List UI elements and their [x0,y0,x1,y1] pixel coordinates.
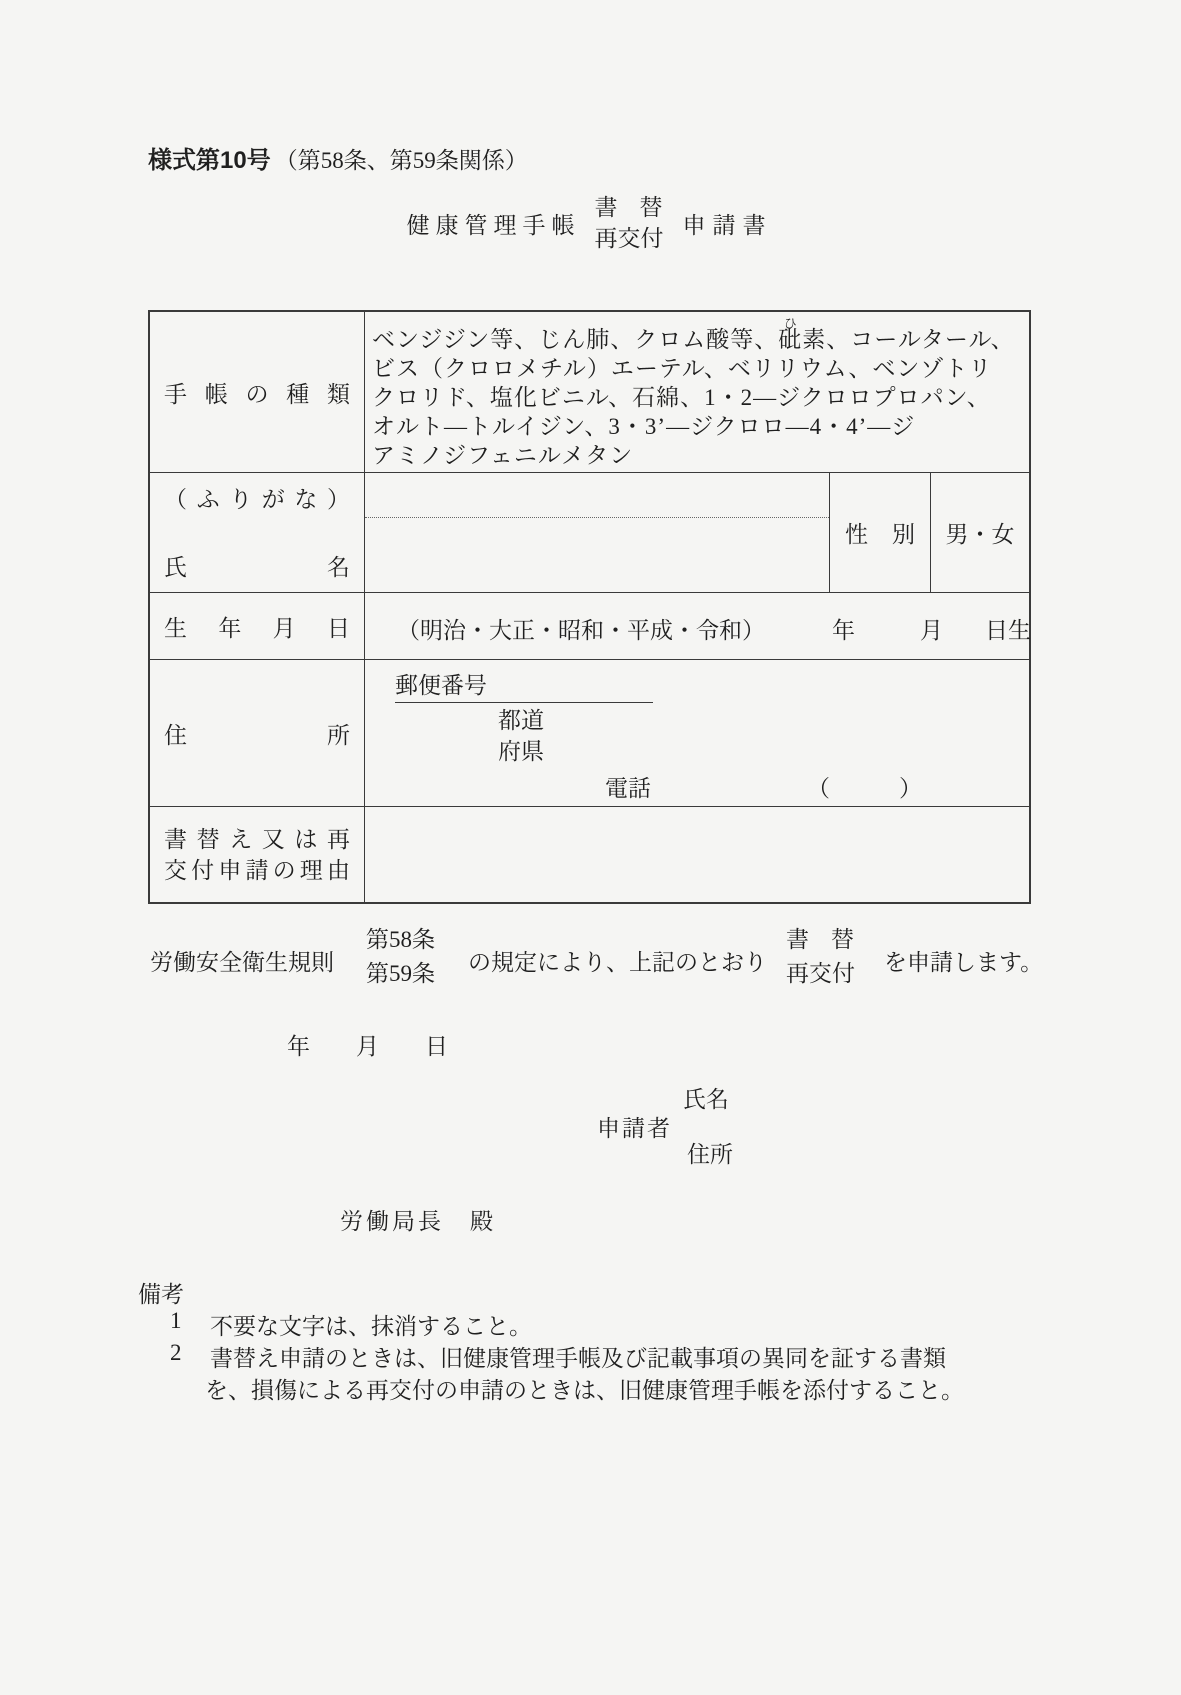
ruby-hi: ひ 砒 [778,325,802,354]
furigana-label: （ ふ り が な ） [164,487,350,512]
date-line [287,1028,448,1061]
applicant-name-label: 氏名 [683,1087,729,1112]
title-prefix: 健康管理手帳 [406,212,581,238]
note2-text-line2: を、損傷による再交付の申請のときは、旧健康管理手帳を添付すること。 [205,1378,964,1403]
declaration-option-rewrite: 書 替 [786,927,854,952]
phone-label: 電話 [605,776,651,801]
note2-number: 2 [170,1340,182,1365]
declaration-suffix: を申請します。 [884,950,1044,975]
techou-type-line4: オルト―トルイジン、3・3’―ジクロロ―4・4’―ジ [372,414,916,439]
prefecture-label: 都道 府県 [498,708,544,764]
era-options: （明治・大正・昭和・平成・令和） [397,618,765,643]
techou-type-label: 手 帳 の 種 類 [150,312,365,472]
form-number-note: （第58条、第59条関係） [274,148,528,173]
recipient-line [340,1203,493,1236]
reason-row [150,806,1029,902]
name-input-cell [365,473,829,592]
reason-label-cell: 書 替 え 又 は 再 交 付 申 請 の 理 由 [150,807,365,902]
postal-code-field [395,667,653,703]
techou-type-line5: アミノジフェニルメタン [372,443,634,468]
birth-year-label: 年 [832,618,855,643]
declaration-option-stack [786,923,854,991]
article-59: 第59条 [366,961,435,986]
name-blank-field [365,518,829,592]
birth-row [150,592,1029,659]
applicant-label: 申請者 [597,1116,672,1141]
birth-label-cell: 生 年 月 日 [150,593,365,659]
note1-text: 不要な文字は、抹消すること。 [210,1314,532,1339]
birth-day-label: 日生 [985,618,1031,643]
address-content [365,660,1029,806]
phone-paren-open: （ [807,776,830,801]
note2-text-line1: 書替え申請のときは、旧健康管理手帳及び記載事項の異同を証する書類 [210,1346,946,1371]
furigana-blank-field [365,473,829,518]
techou-type-content [365,312,1029,472]
techou-type-line3: クロリド、塩化ビニル、石綿、1・2―ジクロロプロパン、 [372,385,991,410]
name-label-cell [150,473,365,592]
recipient-title: 労働局長 [340,1209,444,1234]
title-option-rewrite: 書 替 [594,195,663,220]
sex-label-cell [829,473,930,592]
title-suffix: 申請書 [682,212,773,238]
article-stack [366,923,435,991]
address-row [150,659,1029,806]
sex-label: 性 別 [845,522,915,547]
form-title [148,192,1031,254]
form-number-line [148,140,528,175]
name-row [150,472,1029,592]
declaration-middle: の規定により、上記のとおり [468,950,767,975]
declaration-option-reissue: 再 交 付 [786,961,855,986]
techou-type-line2: ビス（クロロメチル）エーテル、ベリリウム、ベンゾトリ [372,356,993,381]
furigana-hi: ひ [783,316,797,331]
notes-heading: 備考 [138,1282,184,1307]
date-day-label: 日 [425,1034,448,1059]
sex-options-cell [930,473,1029,592]
phone-paren-close: ） [899,776,922,801]
techou-type-row [150,312,1029,472]
declaration-sentence [148,918,1068,996]
form-table [148,310,1031,904]
reason-blank-field [365,807,1029,902]
note1-number: 1 [170,1308,182,1333]
postal-code-label: 郵便番号 [395,673,487,698]
regulation-name: 労働安全衛生規則 [150,950,334,975]
title-option-reissue: 再 交 付 [594,226,664,251]
birth-content [365,593,1029,659]
date-year-label: 年 [287,1034,310,1059]
name-label: 氏 名 [164,555,350,580]
date-month-label: 月 [356,1034,379,1059]
form-number: 様式第10号 [148,147,271,174]
address-label-cell: 住 所 [150,660,365,806]
birth-month-label: 月 [920,618,943,643]
techou-type-line1: ベンジジン等、じん肺、クロム酸等、 ひ 砒素、コールタール、 [372,325,1021,354]
article-58: 第58条 [366,927,435,952]
sex-options: 男・女 [945,522,1015,547]
title-stacked-options [595,192,663,254]
recipient-honorific: 殿 [470,1209,493,1234]
applicant-address-label: 住所 [687,1142,733,1167]
